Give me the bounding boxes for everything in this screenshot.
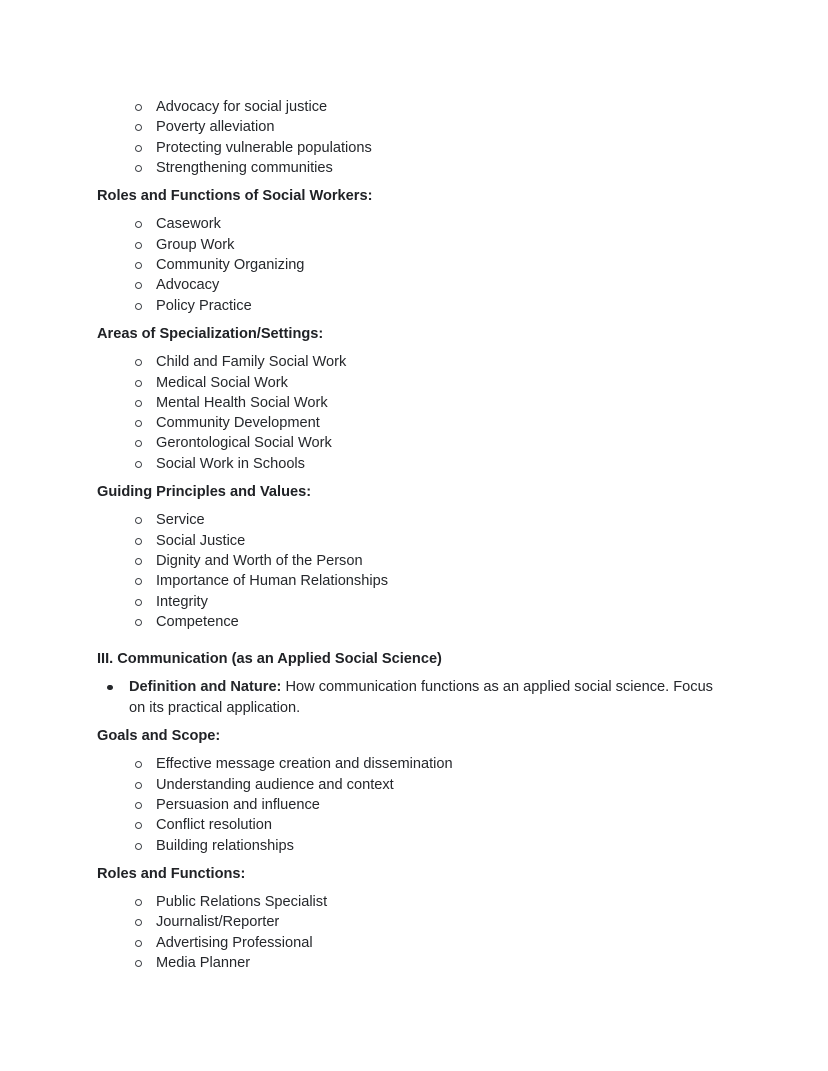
bullet-list [97,892,731,973]
circle-bullet-icon [135,538,142,545]
circle-bullet-icon [135,940,142,947]
circle-bullet-icon [135,242,142,249]
bold-heading: Goals and Scope: [97,728,221,745]
list-item-text: Casework [156,216,221,233]
circle-bullet-icon [135,843,142,850]
list-item-text: Protecting vulnerable populations [156,139,372,156]
bold-heading: Roles and Functions of Social Workers: [97,188,373,205]
list-item-text: Medical Social Work [156,374,288,391]
list-item [97,352,731,372]
circle-bullet-icon [135,165,142,172]
list-item-text: Child and Family Social Work [156,354,347,371]
list-item [97,393,731,413]
circle-bullet-icon [135,262,142,269]
list-item-text: Public Relations Specialist [156,894,328,911]
circle-bullet-icon [135,145,142,152]
list-item-text: Social Justice [156,532,246,549]
list-item [97,592,731,612]
disc-bullet-icon [107,685,113,691]
circle-bullet-icon [135,440,142,447]
list-item [97,117,731,137]
list-item [97,214,731,234]
list-item-text: Advertising Professional [156,934,313,951]
circle-bullet-icon [135,400,142,407]
list-item-text: Community Organizing [156,257,305,274]
list-item-text: Dignity and Worth of the Person [156,552,363,569]
list-item-text: Building relationships [156,837,294,854]
list-item-text: Conflict resolution [156,817,272,834]
list-item-text: Understanding audience and context [156,776,394,793]
list-item [97,510,731,530]
section-heading: III. Communication (as an Applied Social Science) [97,651,442,668]
list-item [97,235,731,255]
list-item-text: Gerontological Social Work [156,435,332,452]
list-item [97,775,731,795]
list-item [97,677,731,718]
circle-bullet-icon [135,761,142,768]
circle-bullet-icon [135,380,142,387]
list-item-text: Media Planner [156,954,251,971]
list-item [97,296,731,316]
list-item [97,571,731,591]
list-item-text: Importance of Human Relationships [156,573,388,590]
list-item-text: How communication functions as an applied social science. Focus on its practical application. [129,679,713,716]
list-item [97,836,731,856]
circle-bullet-icon [135,960,142,967]
circle-bullet-icon [135,619,142,626]
list-item-text: Service [156,512,205,529]
circle-bullet-icon [135,282,142,289]
list-item [97,255,731,275]
list-item-text: Policy Practice [156,297,252,314]
list-item [97,373,731,393]
list-item [97,933,731,953]
bullet-list [97,754,731,855]
circle-bullet-icon [135,517,142,524]
circle-bullet-icon [135,919,142,926]
circle-bullet-icon [135,303,142,310]
list-item [97,754,731,774]
circle-bullet-icon [135,124,142,131]
list-item-text: Poverty alleviation [156,119,275,136]
list-item [97,97,731,117]
list-item [97,612,731,632]
list-item-text: Social Work in Schools [156,455,305,472]
list-item [97,892,731,912]
list-item-text: Community Development [156,415,320,432]
bullet-list [97,214,731,315]
bold-heading: Guiding Principles and Values: [97,484,312,501]
list-item-text: Advocacy for social justice [156,99,328,115]
bold-heading: Areas of Specialization/Settings: [97,325,324,342]
list-item [97,413,731,433]
list-item [97,275,731,295]
circle-bullet-icon [135,899,142,906]
circle-bullet-icon [135,359,142,366]
list-item [97,454,731,474]
circle-bullet-icon [135,104,142,111]
list-item [97,795,731,815]
list-item-text: Strengthening communities [156,159,333,176]
circle-bullet-icon [135,782,142,789]
list-item-text: Mental Health Social Work [156,394,328,411]
list-item-text: Persuasion and influence [156,796,320,813]
circle-bullet-icon [135,420,142,427]
list-item-text: Advocacy [156,277,220,294]
circle-bullet-icon [135,802,142,809]
circle-bullet-icon [135,221,142,228]
list-item [97,433,731,453]
circle-bullet-icon [135,578,142,585]
bullet-list [97,510,731,632]
list-item [97,138,731,158]
list-item-bold-label: Definition and Nature: [129,679,282,696]
bold-heading: Roles and Functions: [97,865,246,882]
list-item [97,531,731,551]
circle-bullet-icon [135,461,142,468]
bullet-list [97,97,731,178]
list-item-text: Integrity [156,593,208,610]
circle-bullet-icon [135,558,142,565]
circle-bullet-icon [135,822,142,829]
list-item-text: Journalist/Reporter [156,914,280,931]
list-item [97,912,731,932]
list-item-text: Group Work [156,236,235,253]
list-item [97,815,731,835]
circle-bullet-icon [135,599,142,606]
list-item [97,551,731,571]
list-item-text: Effective message creation and dissemination [156,756,453,773]
list-item [97,158,731,178]
list-item-text: Competence [156,613,239,630]
bullet-list [97,352,731,474]
list-item [97,953,731,973]
